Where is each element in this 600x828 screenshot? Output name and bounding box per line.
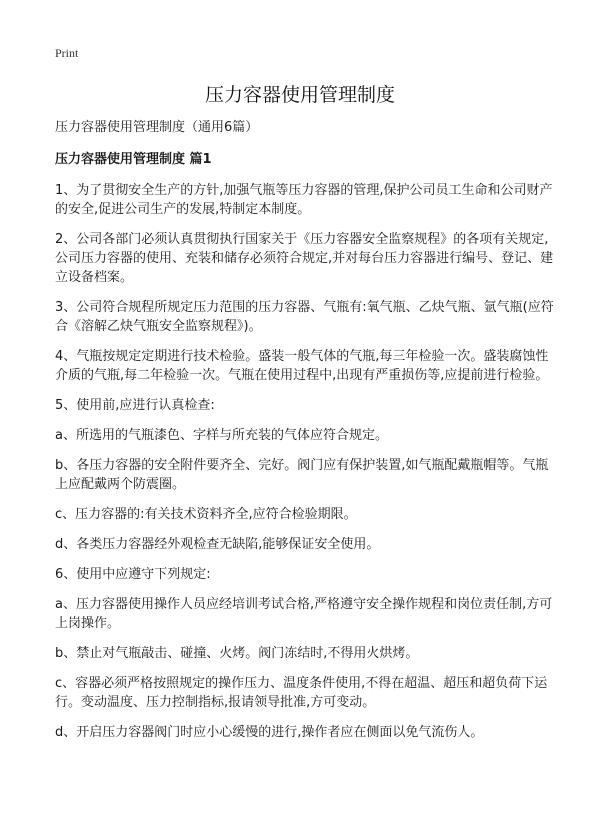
paragraph-6c: c、容器必须严格按照规定的操作压力、温度条件使用,不得在超温、超压和超负荷下运行。变动温度、压力控制指标,报请领导批准,方可变动。 (55, 676, 548, 710)
page-title: 压力容器使用管理制度 (204, 84, 395, 106)
document-body (55, 118, 555, 753)
paragraph-6a: a、压力容器使用操作人员应经培训考试合格,严格遵守安全操作规程和岗位责任制,方可上岗操作。 (55, 597, 553, 631)
paragraph-5b: b、各压力容器的安全附件要齐全、完好。阀门应有保护装置,如气瓶配戴瓶帽等。气瓶上应配戴两个防震圈。 (55, 458, 549, 492)
paragraph-6: 6、使用中应遵守下列规定: (55, 567, 211, 582)
paragraph-2: 2、公司各部门必须认真贯彻执行国家关于《压力容器安全监察规程》的各项有关规定,公司压力容器的使用、充装和储存必须符合规定,并对每台压力容器进行编号、登记、建立设备档案。 (55, 232, 554, 285)
paragraph-6d: d、开启压力容器阀门时应小心缓慢的进行,操作者应在侧面以免气流伤人。 (55, 725, 484, 740)
paragraph-1: 1、为了贯彻安全生产的方针,加强气瓶等压力容器的管理,保护公司员工生命和公司财产的安全,促进公司生产的发展,特制定本制度。 (55, 183, 553, 217)
paragraph-5: 5、使用前,应进行认真检查: (55, 398, 215, 413)
paragraph-5a: a、所选用的气瓶漆色、字样与所充装的气体应符合规定。 (55, 428, 388, 443)
paragraph-6b: b、禁止对气瓶敲击、碰撞、火烤。阀门冻结时,不得用火烘烤。 (55, 646, 419, 661)
paragraph-3: 3、公司符合规程所规定压力范围的压力容器、气瓶有:氧气瓶、乙炔气瓶、氩气瓶(应符合《溶解乙炔气瓶安全监察规程》)。 (55, 300, 554, 334)
section-heading: 压力容器使用管理制度 篇1 (55, 152, 212, 167)
paragraph-5d: d、各类压力容器经外观检查无缺陷,能够保证安全使用。 (55, 537, 380, 552)
document-subtitle: 压力容器使用管理制度（通用6篇） (55, 120, 259, 135)
paragraph-5c: c、压力容器的:有关技术资料齐全,应符合检验期限。 (55, 507, 357, 522)
paragraph-4: 4、气瓶按规定定期进行技术检验。盛装一般气体的气瓶,每三年检验一次。盛装腐蚀性介质的气瓶,每二年检验一次。气瓶在使用过程中,出现有严重损伤等,应提前进行检验。 (55, 349, 549, 383)
print-label: Print (55, 46, 79, 60)
